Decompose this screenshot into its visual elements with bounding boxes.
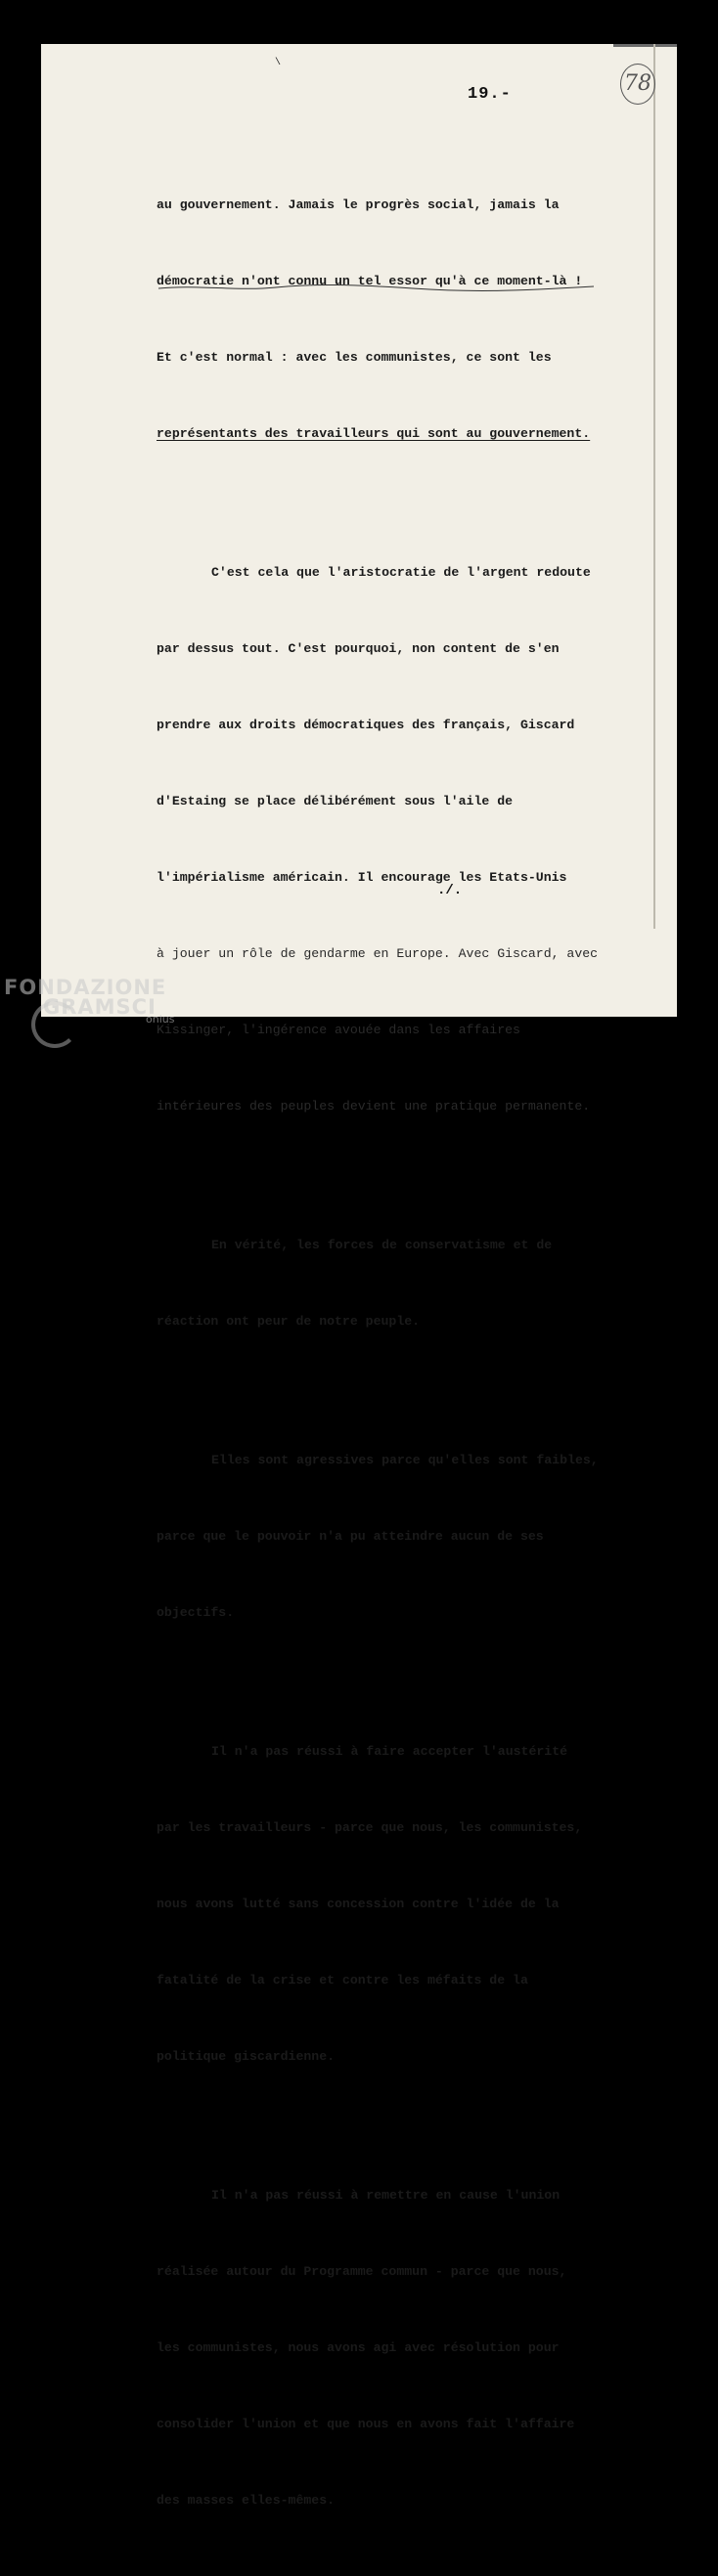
text-line: nous avons lutté sans concession contre l'idée de la <box>157 1897 560 1911</box>
fondazione-gramsci-watermark <box>4 976 174 1026</box>
watermark-line-3: onlus <box>146 1013 175 1026</box>
text-line: par dessus tout. C'est pourquoi, non content de s'en <box>157 641 560 656</box>
continuation-mark: ./. <box>437 883 463 898</box>
text-line: En vérité, les forces de conservatisme et de <box>211 1238 553 1252</box>
text-line: réalisée autour du Programme commun - parce que nous, <box>157 2264 567 2279</box>
text-line: les communistes, nous avons agi avec résolution pour <box>157 2340 560 2355</box>
watermark-logo-icon <box>31 1001 78 1048</box>
page-number: 19.- <box>468 85 512 104</box>
text-line: Elles sont agressives parce qu'elles sont faibles, <box>211 1453 599 1467</box>
paragraph-2 <box>157 509 606 1170</box>
paragraph-1 <box>157 142 606 498</box>
text-line: consolider l'union et que nous en avons fait l'affaire <box>157 2417 575 2431</box>
paragraph-6 <box>157 2132 606 2564</box>
text-line: fatalité de la crise et contre les méfaits de la <box>157 1973 528 1987</box>
watermark-line-2: GRAMSCI <box>43 995 157 1019</box>
text-line: Kissinger, l'ingérence avouée dans les affaires <box>157 1023 520 1037</box>
text-line: à jouer un rôle de gendarme en Europe. Avec Giscard, avec <box>157 946 599 961</box>
text-line: au gouvernement. Jamais le progrès social, jamais la <box>157 197 560 212</box>
watermark-line-1: FONDAZIONE <box>4 976 167 999</box>
text-line: objectifs. <box>157 1605 235 1620</box>
paragraph-4 <box>157 1397 606 1677</box>
paragraph-5 <box>157 1688 606 2120</box>
text-line-underlined: Et c'est normal : avec les communistes, ce sont les <box>157 350 552 365</box>
text-line: l'impérialisme américain. Il encourage les Etats-Unis <box>157 870 567 885</box>
paper-edge <box>613 44 677 47</box>
archive-number-stamp: 78 <box>620 64 655 105</box>
text-line: démocratie n'ont connu un tel essor qu'à ce moment-là ! <box>157 274 583 288</box>
text-line: politique giscardienne. <box>157 2049 336 2064</box>
document-body <box>157 142 606 2576</box>
text-line: Il n'a pas réussi à remettre en cause l'union <box>211 2188 561 2203</box>
text-line-underlined: représentants des travailleurs qui sont au gouvernement. <box>157 426 591 441</box>
text-line: parce que le pouvoir n'a pu atteindre aucun de ses <box>157 1529 544 1544</box>
tick-mark: \ <box>275 58 282 68</box>
text-line: réaction ont peur de notre peuple. <box>157 1314 421 1329</box>
text-line: intérieures des peuples devient une pratique permanente. <box>157 1099 591 1113</box>
text-line: des masses elles-mêmes. <box>157 2493 336 2508</box>
paper-fold-line <box>653 44 655 929</box>
text-line: prendre aux droits démocratiques des français, Giscard <box>157 718 575 732</box>
text-line: d'Estaing se place délibérément sous l'aile de <box>157 794 514 808</box>
text-line: par les travailleurs - parce que nous, les communistes, <box>157 1820 583 1835</box>
text-line: Il n'a pas réussi à faire accepter l'austérité <box>211 1744 568 1759</box>
text-line: C'est cela que l'aristocratie de l'argent redoute <box>211 565 591 580</box>
text-line <box>157 345 606 371</box>
handwritten-underline <box>158 283 594 292</box>
paragraph-3 <box>157 1182 606 1385</box>
